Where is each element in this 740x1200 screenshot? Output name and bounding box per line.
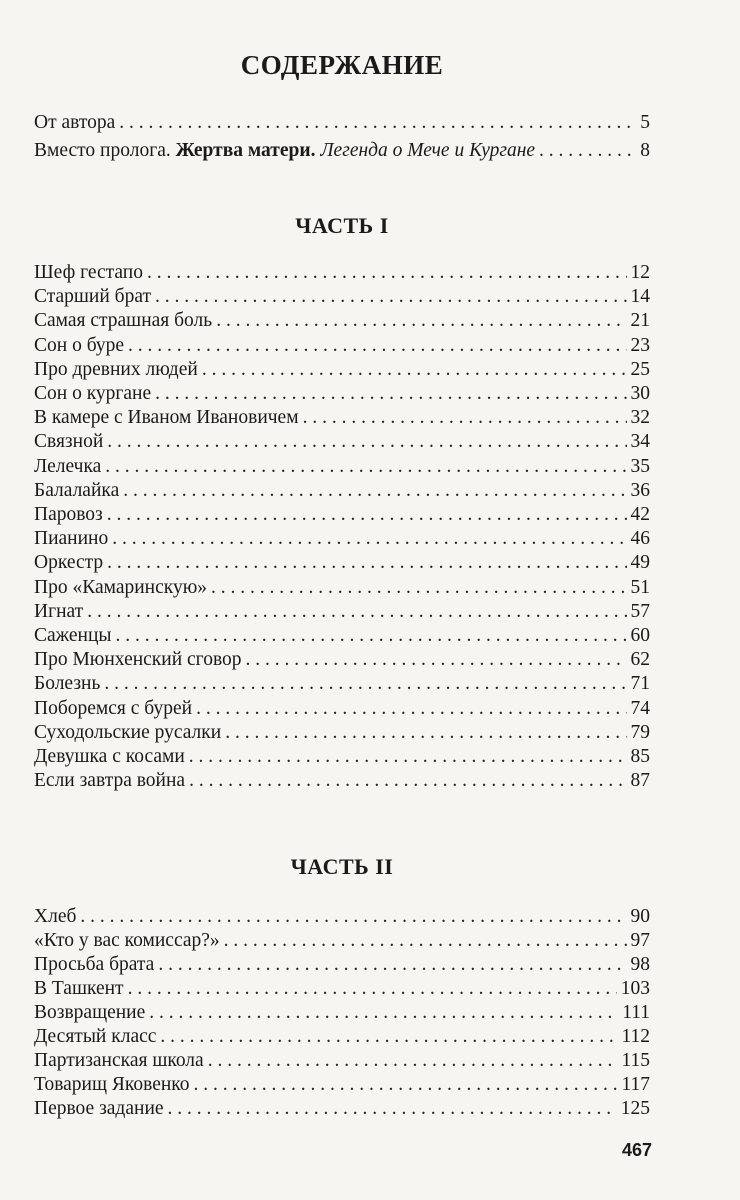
toc-leader-dots — [539, 140, 636, 162]
toc-leader-dots — [119, 112, 636, 134]
toc-leader-dots — [149, 1002, 618, 1024]
toc-leader-dots — [128, 978, 617, 1000]
toc-entry — [34, 383, 650, 409]
toc-leader-dots — [189, 746, 627, 768]
toc-entry-page: 115 — [621, 1050, 650, 1071]
toc-entry — [34, 1074, 650, 1100]
toc-entry-page: 30 — [630, 383, 650, 404]
toc-leader-dots — [105, 456, 626, 478]
toc-leader-dots — [208, 1050, 618, 1072]
page-number: 467 — [621, 1140, 652, 1160]
toc-entry-title: Паровоз — [34, 504, 103, 525]
toc-leader-dots — [123, 480, 626, 502]
toc-entry-page: 51 — [630, 576, 650, 598]
toc-entry — [34, 1050, 650, 1076]
toc-entry — [34, 528, 650, 554]
toc-entry-page: 71 — [630, 673, 650, 695]
toc-leader-dots — [303, 407, 627, 429]
toc-leader-dots — [107, 504, 627, 526]
toc-entry-title: Просьба брата — [34, 954, 155, 975]
toc-leader-dots — [196, 698, 626, 720]
toc-entry-title: Лелечка — [34, 455, 102, 477]
toc-entry-title: Если завтра война — [34, 770, 186, 792]
part-heading-1: ЧАСТЬ I — [295, 213, 389, 238]
toc-entry-title: Сон о кургане — [34, 383, 152, 404]
toc-entry — [34, 335, 650, 361]
toc-entry-page: 36 — [630, 479, 650, 501]
toc-entry — [34, 722, 650, 748]
toc-entry — [34, 552, 650, 578]
toc-leader-dots — [168, 1098, 617, 1120]
toc-entry — [34, 954, 650, 980]
toc-entry-page: 117 — [621, 1074, 650, 1095]
toc-entry-title: Болезнь — [34, 673, 101, 695]
toc-entry — [34, 746, 650, 772]
toc-entry — [34, 431, 650, 457]
toc-entry-title: В Ташкент — [34, 978, 124, 999]
toc-entry-page: 98 — [630, 954, 650, 975]
toc-entry-title: Старший брат — [34, 286, 152, 308]
toc-entry-page: 79 — [630, 721, 650, 743]
toc-entry — [34, 906, 650, 932]
toc-entry-title: Про Мюнхенский сговор — [34, 649, 242, 671]
toc-entry-page: 60 — [630, 625, 650, 646]
toc-entry-page: 5 — [640, 112, 650, 133]
toc-entry-page: 90 — [630, 906, 650, 927]
toc-entry-title — [34, 140, 535, 162]
toc-leader-dots — [87, 601, 626, 623]
toc-entry-page: 8 — [640, 140, 650, 161]
toc-entry-title: Пианино — [34, 528, 109, 550]
toc-entry-title: Возвращение — [34, 1002, 146, 1023]
toc-entry-title: Партизанская школа — [34, 1050, 204, 1071]
toc-entry — [34, 456, 650, 482]
toc-entry-title: Девушка с косами — [34, 746, 185, 767]
toc-entry-title: Про древних людей — [34, 358, 198, 380]
toc-entry — [34, 673, 650, 699]
toc-entry — [34, 504, 650, 530]
toc-entry — [34, 577, 650, 603]
toc-leader-dots — [216, 310, 626, 332]
toc-entry-title: Товарищ Яковенко — [34, 1074, 190, 1095]
toc-entry-title: «Кто у вас комиссар?» — [34, 930, 220, 951]
toc-entry-page: 42 — [630, 504, 650, 525]
toc-entry-page: 23 — [630, 334, 650, 356]
toc-entry-page: 46 — [630, 528, 650, 550]
toc-entry-title: Саженцы — [34, 625, 112, 646]
page-title: СОДЕРЖАНИЕ — [240, 50, 444, 80]
toc-entry — [34, 978, 650, 1004]
toc-entry-page: 125 — [620, 1098, 650, 1119]
toc-entry-page: 85 — [630, 746, 650, 767]
toc-entry-title: Поборемся с бурей — [34, 697, 193, 719]
toc-entry-title: Хлеб — [34, 906, 77, 927]
toc-entry — [34, 930, 650, 956]
toc-leader-dots — [80, 906, 626, 928]
toc-entry-page: 34 — [630, 431, 650, 453]
toc-leader-dots — [189, 770, 626, 792]
toc-entry-page: 14 — [630, 286, 650, 308]
toc-leader-dots — [107, 552, 626, 574]
toc-entry-page: 25 — [630, 358, 650, 380]
toc-entry-title: Оркестр — [34, 552, 104, 574]
toc-leader-dots — [225, 722, 626, 744]
toc-entry — [34, 698, 650, 724]
toc-entry — [34, 1098, 650, 1124]
toc-leader-dots — [112, 528, 626, 550]
toc-leader-dots — [155, 383, 626, 405]
toc-entry-page: 12 — [630, 262, 650, 283]
toc-entry-page: 62 — [630, 649, 650, 671]
toc-entry-title: Первое задание — [34, 1098, 164, 1119]
toc-entry-page: 32 — [630, 407, 650, 429]
toc-leader-dots — [224, 930, 627, 952]
toc-leader-dots — [104, 673, 626, 695]
toc-entry-title: Балалайка — [34, 479, 120, 501]
toc-leader-dots — [158, 954, 626, 976]
toc-entry-page: 111 — [622, 1002, 650, 1023]
toc-entry-page: 57 — [630, 600, 650, 622]
toc-entry — [34, 1002, 650, 1028]
toc-entry-title: Игнат — [34, 600, 84, 622]
toc-entry-page: 103 — [620, 978, 650, 999]
toc-entry-page: 35 — [630, 455, 650, 477]
part-heading-2: ЧАСТЬ II — [290, 854, 394, 879]
toc-leader-dots — [160, 1026, 617, 1048]
toc-entry — [34, 480, 650, 506]
toc-entry-title: Десятый класс — [34, 1026, 157, 1047]
toc-entry-page: 112 — [621, 1026, 650, 1047]
toc-entry — [34, 262, 650, 288]
toc-entry-title: В камере с Иваном Ивановичем — [34, 407, 299, 429]
toc-leader-dots — [116, 625, 627, 647]
toc-entry — [34, 770, 650, 796]
toc-entry — [34, 286, 650, 312]
toc-leader-dots — [155, 286, 626, 308]
toc-entry — [34, 310, 650, 336]
toc-entry — [34, 1026, 650, 1052]
toc-entry-italic: Легенда о Мече и Кургане — [320, 140, 536, 161]
toc-entry-title: Про «Камаринскую» — [34, 576, 208, 598]
toc-entry-page: 74 — [630, 697, 650, 719]
toc-entry — [34, 601, 650, 627]
toc-leader-dots — [202, 359, 627, 381]
toc-entry — [34, 407, 650, 433]
toc-entry — [34, 649, 650, 675]
toc-leader-dots — [211, 577, 626, 599]
toc-entry-title: Шеф гестапо — [34, 262, 143, 283]
toc-leader-dots — [147, 262, 627, 284]
toc-entry-front-0 — [34, 112, 650, 138]
toc-entry-title: От автора — [34, 112, 116, 133]
toc-entry-page: 49 — [630, 552, 650, 574]
toc-entry-title: Связной — [34, 431, 104, 453]
toc-entry-title: Суходольские русалки — [34, 721, 222, 743]
toc-entry-front-1 — [34, 140, 650, 166]
toc-entry — [34, 625, 650, 651]
toc-entry-page: 97 — [630, 930, 650, 951]
toc-entry-title: Самая страшная боль — [34, 310, 213, 332]
toc-entry-prefix: Вместо пролога. — [34, 140, 176, 161]
toc-leader-dots — [107, 431, 626, 453]
toc-leader-dots — [246, 649, 627, 671]
toc-entry-bold: Жертва матери. — [175, 140, 316, 161]
toc-entry-page: 21 — [630, 310, 650, 332]
toc-leader-dots — [128, 335, 626, 357]
toc-entry-page: 87 — [630, 770, 650, 792]
toc-leader-dots — [194, 1074, 618, 1096]
toc-entry-title: Сон о буре — [34, 334, 125, 356]
toc-entry — [34, 359, 650, 385]
